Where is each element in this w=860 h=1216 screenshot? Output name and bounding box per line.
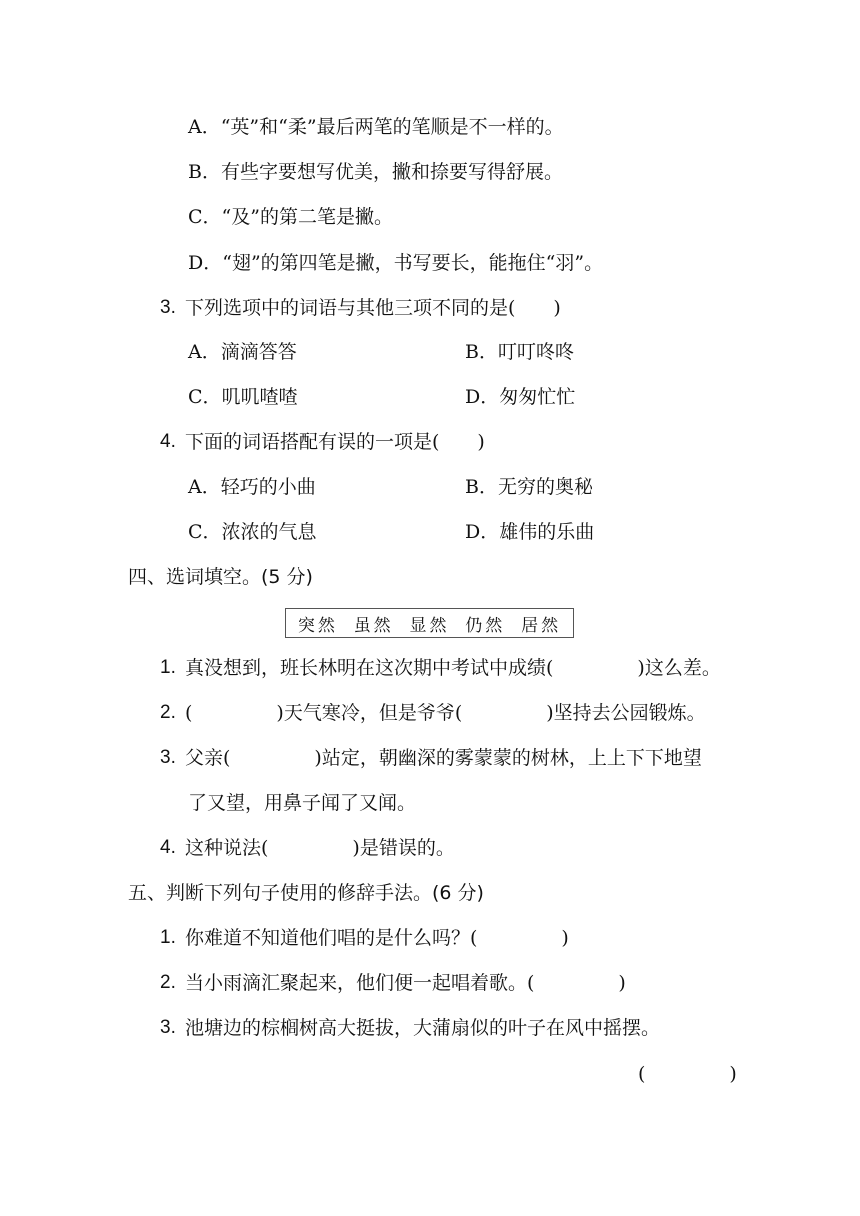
q2-option-a: A．“英”和“柔”最后两笔的笔顺是不一样的。 xyxy=(188,116,564,138)
q3-option-c: C．叽叽喳喳 xyxy=(188,386,298,408)
word-bank-item: 显然 xyxy=(409,615,450,636)
q2-option-b: B．有些字要想写优美，撇和捺要写得舒展。 xyxy=(188,161,563,183)
s5-q3-number: 3. xyxy=(160,1017,176,1038)
s4-q4-text: 这种说法( )是错误的。 xyxy=(185,837,455,859)
s4-q3-continuation: 了又望，用鼻子闻了又闻。 xyxy=(188,792,417,814)
s4-q3-text: 父亲( )站定，朝幽深的雾蒙蒙的树林，上上下下地望 xyxy=(185,747,702,769)
s5-q1-number: 1. xyxy=(160,927,176,948)
word-bank-item: 突然 xyxy=(297,615,338,636)
s4-q1-number: 1. xyxy=(160,657,176,678)
q3-option-d: D．匆匆忙忙 xyxy=(465,386,576,408)
section5-title: 五、判断下列句子使用的修辞手法。(6 分) xyxy=(128,882,484,904)
q3-option-a: A．滴滴答答 xyxy=(188,341,297,363)
q2-option-d: D．“翅”的第四笔是撇，书写要长，能拖住“羽”。 xyxy=(188,252,604,274)
word-bank-item: 居然 xyxy=(521,615,562,636)
s4-q3-number: 3. xyxy=(160,747,176,768)
s4-q1-text: 真没想到，班长林明在这次期中考试中成绩( )这么差。 xyxy=(185,657,721,679)
q3-number: 3. xyxy=(160,297,176,318)
q3-option-b: B．叮叮咚咚 xyxy=(465,341,574,363)
s4-q2-text: ( )天气寒冷，但是爷爷( )坚持去公园锻炼。 xyxy=(185,702,706,724)
section4-title: 四、选词填空。(5 分) xyxy=(128,566,313,588)
q2-option-c: C．“及”的第二笔是撇。 xyxy=(188,206,393,228)
s4-q2-number: 2. xyxy=(160,702,176,723)
s5-q3-text: 池塘边的棕榈树高大挺拔，大蒲扇似的叶子在风中摇摆。 xyxy=(185,1017,661,1039)
s4-q4-number: 4. xyxy=(160,837,176,858)
word-bank-item: 虽然 xyxy=(353,615,394,636)
word-bank-box xyxy=(285,608,574,638)
q4-option-c: C．浓浓的气息 xyxy=(188,521,317,543)
q4-option-a: A．轻巧的小曲 xyxy=(188,476,316,498)
s5-q2-number: 2. xyxy=(160,972,176,993)
q4-stem: 下面的词语搭配有误的一项是( ) xyxy=(185,431,485,453)
q3-stem: 下列选项中的词语与其他三项不同的是( ) xyxy=(185,297,561,319)
word-bank-item: 仍然 xyxy=(465,615,506,636)
q4-option-b: B．无穷的奥秘 xyxy=(465,476,593,498)
s5-q3-answer: ( ) xyxy=(638,1063,737,1085)
q4-number: 4. xyxy=(160,431,176,452)
q4-option-d: D．雄伟的乐曲 xyxy=(465,521,595,543)
s5-q1-text: 你难道不知道他们唱的是什么吗？( ) xyxy=(185,927,569,949)
s5-q2-text: 当小雨滴汇聚起来，他们便一起唱着歌。( ) xyxy=(185,972,626,994)
